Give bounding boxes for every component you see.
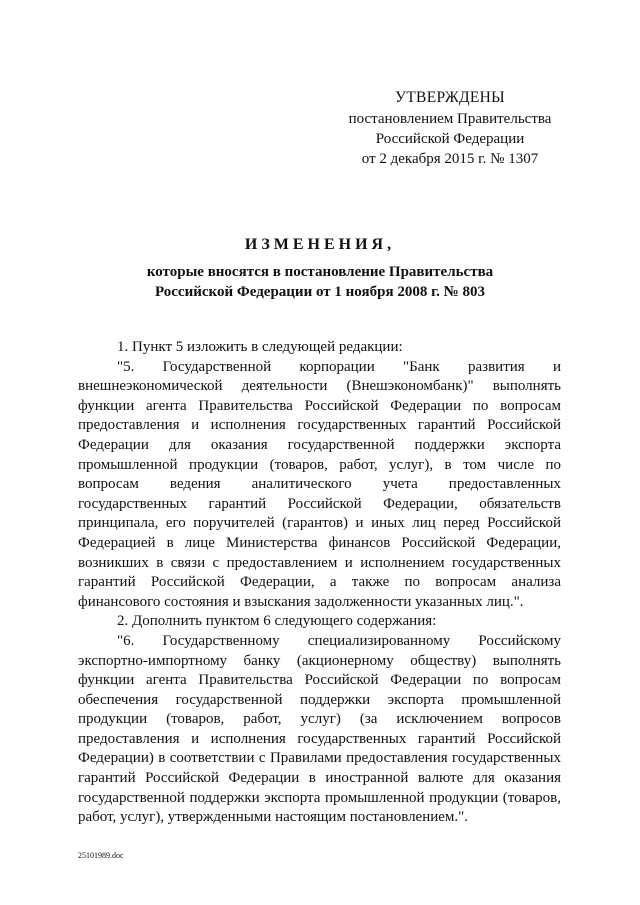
- footer-filename: 25101989.doc: [78, 851, 124, 860]
- approval-line-2: Российской Федерации: [375, 131, 525, 147]
- item-2-lead: 2. Дополнить пунктом 6 следующего содержания:: [117, 613, 437, 630]
- approval-line-3: от 2 декабря 2015 г. № 1307: [361, 151, 539, 167]
- item-1-quote: "5. Государственной корпорации "Банк развития и внешнеэкономической деятельности (Внешэкономбанк)" выполнять функции агента Правительства Российской Федерации по вопросам предоставления и исполнения государственных гарантий Российской Федерации для оказания государственной поддержки экспорта промышленной продукции (товаров, работ, услуг), в том числе по вопросам ведения аналитического учета предоставленных государственных гарантий Российской Федерации, обязательств принципала, его поручителей (гарантов) и иных лиц перед Российской Федерацией в лице Министерства финансов Российской Федерации, возникших в связи с предоставлением и исполнением государственных гарантий Российской Федерации, а также по вопросам анализа финансового состояния и взыскания задолженности указанных лиц.".: [78, 358, 561, 610]
- subtitle-line-1: которые вносятся в постановление Правительства: [146, 264, 494, 280]
- subtitle-line-2: Российской Федерации от 1 ноября 2008 г. № 803: [154, 284, 486, 300]
- item-2-quote: "6. Государственному специализированному Российскому экспортно-импортному банку (акционерному обществу) выполнять функции агента Правительства Российской Федерации по вопросам обеспечения государственной поддержки экспорта промышленной продукции (товаров, работ, услуг) (за исключением вопросов предоставления и исполнения государственных гарантий Российской Федерации) в соответствии с Правилами предоставления государственных гарантий Российской Федерации в иностранной валюте для оказания государственной поддержки экспорта промышленной продукции (товаров, работ, услуг), утвержденными настоящим постановлением.".: [78, 632, 561, 826]
- document-subtitle: [80, 262, 560, 302]
- approved-label: УТВЕРЖДЕНЫ: [395, 89, 505, 106]
- approval-block: [330, 88, 570, 169]
- document-body: [78, 338, 561, 828]
- approval-line-1: постановлением Правительства: [348, 111, 552, 127]
- item-1-lead: 1. Пункт 5 изложить в следующей редакции:: [117, 339, 403, 355]
- document-title: ИЗМЕНЕНИЯ,: [244, 236, 396, 253]
